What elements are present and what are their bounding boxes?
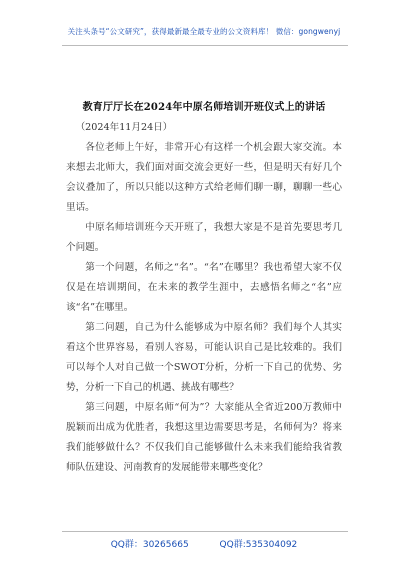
document-date: （2024年11月24日）	[75, 122, 173, 133]
footer-qq-group-2: QQ群:535304092	[219, 540, 298, 550]
footer-divider	[62, 531, 348, 532]
document-title: 教育厅厅长在2024年中原名师培训开班仪式上的讲话	[82, 102, 326, 113]
header-note: 关注头条号“公文研究”，获得最新最全最专业的公文资料库！ 微信：gongwenyj	[67, 27, 341, 36]
document-body	[66, 118, 342, 478]
paragraph: 第三问题，中原名师“何为”？大家能从全省近200万教师中脱颖而出成为优胜者，我想这里边需要思考是，名师何为？将来我们能够做什么？不仅我们自己能够做什么未来我们能给我省教师队伍建设、河南教育的发展能带来哪些变化？	[66, 402, 342, 473]
footer-qq-group-1: QQ群：30265665	[110, 540, 189, 550]
paragraph: 各位老师上午好，非常开心有这样一个机会跟大家交流。本来想去北师大，我们面对面交流会更好一些，但是明天有好几个会议叠加了，所以只能以这种方式给老师们聊一聊，聊聊一些心里话。	[66, 142, 342, 213]
header-divider	[62, 45, 348, 46]
footer	[0, 537, 408, 550]
paragraph: 中原名师培训班今天开班了，我想大家是不是首先要思考几个问题。	[66, 222, 342, 253]
paragraph: 第二问题，自己为什么能够成为中原名师？我们每个人其实看这个世界容易，看别人容易，可能认识自己是比较难的。我们可以每个人对自己做一个SWOT分析，分析一下自己的优势、劣势，分析一下自己的机遇、挑战有哪些？	[66, 322, 342, 393]
paragraph: 第一个问题，名师之“名”。“名”在哪里？我也希望大家不仅仅是在培训期间，在未来的教学生涯中，去感悟名师之“名”应该“名”在哪里。	[66, 262, 342, 313]
